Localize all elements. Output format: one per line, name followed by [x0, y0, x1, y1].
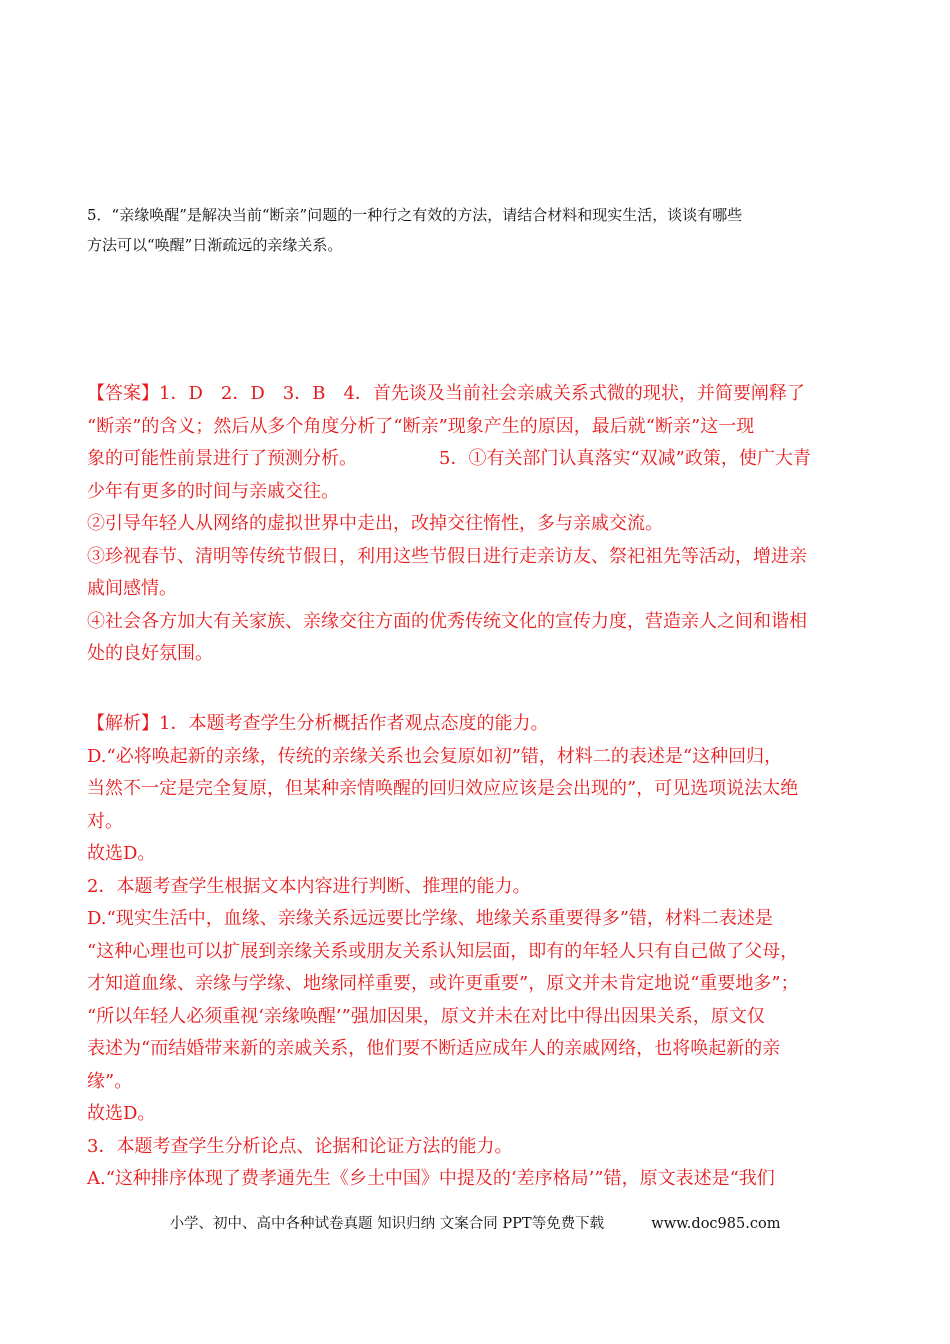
analysis-line: 故选D。: [87, 843, 156, 864]
footer-url[interactable]: www.doc985.com: [651, 1216, 781, 1232]
question-5-line: 5．“亲缘唤醒”是解决当前“断亲”问题的一种行之有效的方法，请结合材料和现实生活，谈谈有哪些: [87, 206, 743, 224]
analysis-line: 【解析】1．本题考查学生分析概括作者观点态度的能力。: [87, 713, 549, 734]
answer-line: 【答案】1．D 2．D 3．B 4．首先谈及当前社会亲戚关系式微的现状，并简要阐释了: [87, 383, 805, 404]
page-footer: [0, 1212, 950, 1233]
analysis-line: 才知道血缘、亲缘与学缘、地缘同样重要，或许更重要”，原文并未肯定地说“重要地多”；: [87, 973, 799, 994]
answer-line: ④社会各方加大有关家族、亲缘交往方面的优秀传统文化的宣传力度，营造亲人之间和谐相: [87, 610, 807, 632]
answer-line: ②引导年轻人从网络的虚拟世界中走出，改掉交往惰性，多与亲戚交流。: [87, 513, 663, 534]
analysis-line: D.“现实生活中，血缘、亲缘关系远远要比学缘、地缘关系重要得多”错，材料二表述是: [87, 908, 773, 929]
answer-line: [87, 443, 887, 476]
answer-line: 戚间感情。: [87, 578, 177, 599]
question-5: [87, 200, 877, 260]
analysis-line: “所以年轻人必须重视‘亲缘唤醒’”强加因果，原文并未在对比中得出因果关系，原文仅: [87, 1005, 765, 1027]
analysis-line: D.“必将唤起新的亲缘，传统的亲缘关系也会复原如初”错，材料二的表述是“这种回归，: [87, 745, 783, 767]
answer-line: 处的良好氛围。: [87, 643, 213, 664]
analysis-line: 3．本题考查学生分析论点、论据和论证方法的能力。: [87, 1135, 513, 1157]
analysis-line: 2．本题考查学生根据文本内容进行判断、推理的能力。: [87, 875, 531, 897]
answer-line: ③珍视春节、清明等传统节假日，利用这些节假日进行走亲访友、祭祀祖先等活动，增进亲: [87, 545, 807, 567]
analysis-line: 当然不一定是完全复原，但某种亲情唤醒的回归效应应该是会出现的”，可见选项说法太绝: [87, 778, 799, 799]
analysis-line: 表述为“而结婚带来新的亲戚关系，他们要不断适应成年人的亲戚网络，也将唤起新的亲: [87, 1038, 781, 1059]
answer-line-part: 5．①有关部门认真落实“双减”政策，使广大青: [439, 448, 811, 469]
analysis-line: A.“这种排序体现了费孝通先生《乡土中国》中提及的‘差序格局’”错，原文表述是“我们: [87, 1168, 775, 1189]
answer-line: 少年有更多的时间与亲戚交往。: [87, 480, 339, 502]
analysis-line: 故选D。: [87, 1103, 156, 1124]
analysis-line: 对。: [87, 810, 123, 832]
answer-line-part: 象的可能性前景进行了预测分析。: [87, 448, 357, 469]
analysis-section: [87, 708, 887, 1196]
answer-line: “断亲”的含义；然后从多个角度分析了“断亲”现象产生的原因，最后就“断亲”这一现: [87, 415, 755, 437]
answer-section: [87, 378, 887, 671]
footer-text: 小学、初中、高中各种试卷真题 知识归纳 文案合同 PPT等免费下载: [169, 1216, 605, 1232]
analysis-line: “这种心理也可以扩展到亲缘关系或朋友关系认知层面，即有的年轻人只有自己做了父母，: [87, 940, 799, 962]
question-5-line: 方法可以“唤醒”日渐疏远的亲缘关系。: [87, 236, 343, 254]
analysis-line: 缘”。: [87, 1070, 133, 1092]
